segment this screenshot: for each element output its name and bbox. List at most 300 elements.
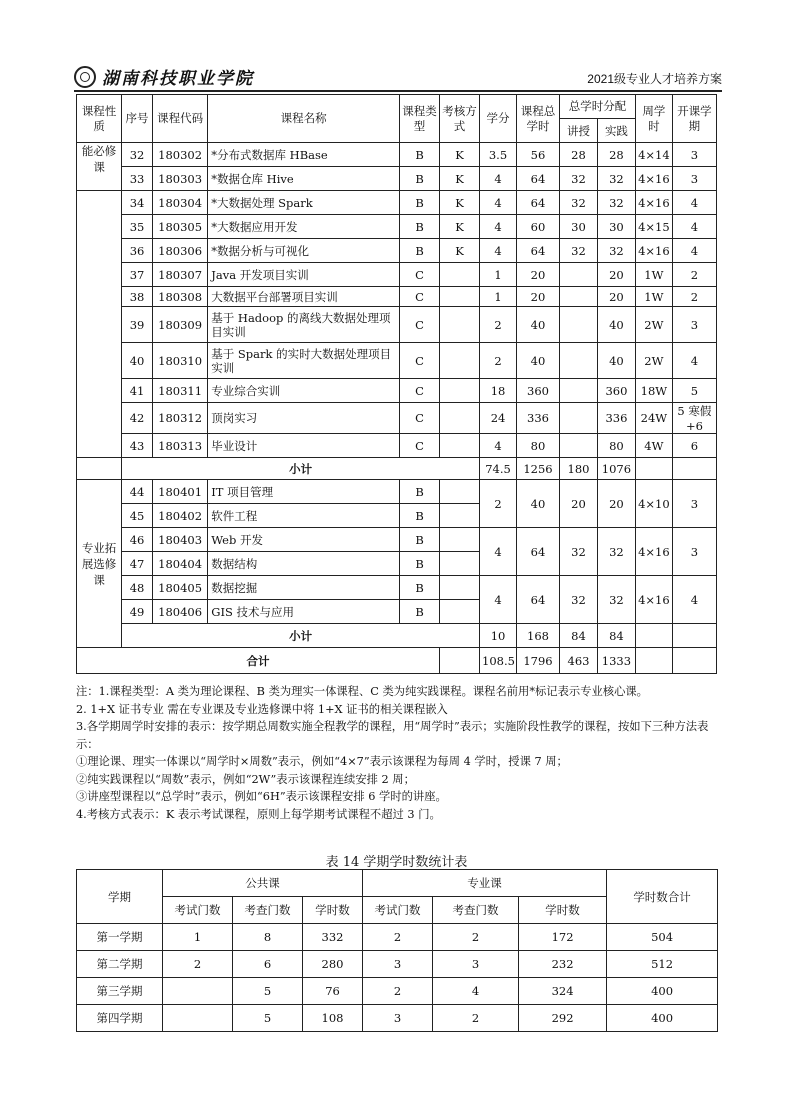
seq-cell: 47 [122,552,153,576]
course-name: 软件工程 [208,504,400,528]
weekly-cell: 4×16 [635,528,672,576]
practice-cell: 20 [597,287,635,307]
seq-cell: 32 [122,143,153,167]
weekly-cell: 1W [635,263,672,287]
weekly-cell: 4W [635,434,672,458]
page-header [74,64,722,90]
credits-cell: 4 [480,239,517,263]
lecture-cell: 84 [560,624,598,648]
t14-header-semester: 学期 [77,870,163,924]
t14-header-hours: 学时数 [303,897,363,924]
total-hours-cell: 1256 [516,458,559,480]
credits-cell: 10 [480,624,517,648]
seq-cell: 44 [122,480,153,504]
group-label-continued [77,458,122,480]
type-cell: C [400,287,440,307]
practice-cell: 30 [597,215,635,239]
course-name: 顶岗实习 [208,403,400,434]
total-hours-cell: 40 [516,480,559,528]
grand-total-label: 合计 [77,648,440,674]
school-name: 湖南科技职业学院 [102,69,254,89]
type-cell: C [400,379,440,403]
term-cell: 4 [672,576,716,624]
credits-cell: 4 [480,167,517,191]
code-cell: 180311 [152,379,207,403]
weekly-cell: 4×10 [635,480,672,528]
practice-cell: 336 [597,403,635,434]
total-cell: 400 [607,978,718,1005]
weekly-cell: 18W [635,379,672,403]
course-name: *数据仓库 Hive [208,167,400,191]
p-check-cell: 5 [233,1005,303,1032]
practice-cell: 20 [597,480,635,528]
lecture-cell: 463 [560,648,598,674]
header-lecture: 讲授 [560,119,598,143]
subtotal-row [77,624,717,648]
credits-cell: 4 [480,434,517,458]
table-row [77,978,718,1005]
lecture-cell [560,403,598,434]
header-name: 课程名称 [208,95,400,143]
exam-cell: K [440,191,480,215]
code-cell: 180306 [152,239,207,263]
term-cell: 6 [672,434,716,458]
p-check-cell: 5 [233,978,303,1005]
practice-cell: 84 [597,624,635,648]
type-cell: C [400,403,440,434]
course-name: 毕业设计 [208,434,400,458]
practice-cell: 20 [597,263,635,287]
exam-cell: K [440,239,480,263]
credits-cell: 2 [480,480,517,528]
term-cell: 4 [672,343,716,379]
exam-cell [440,600,480,624]
total-hours-cell: 60 [516,215,559,239]
group-label-continued [77,191,122,458]
header-credits: 学分 [480,95,517,143]
lecture-cell: 32 [560,528,598,576]
p-hours-cell: 108 [303,1005,363,1032]
weekly-cell: 4×14 [635,143,672,167]
weekly-cell: 4×16 [635,191,672,215]
type-cell: B [400,504,440,528]
lecture-cell [560,307,598,343]
type-cell: B [400,552,440,576]
header-divider [74,90,722,92]
table-row [77,480,717,504]
code-cell: 180307 [152,263,207,287]
exam-cell [440,403,480,434]
type-cell: B [400,480,440,504]
course-name: *分布式数据库 HBase [208,143,400,167]
exam-cell: K [440,143,480,167]
school-logo [74,64,254,89]
semester-cell: 第三学期 [77,978,163,1005]
table-row [77,191,717,215]
term-cell: 3 [672,528,716,576]
lecture-cell: 32 [560,239,598,263]
lecture-cell [560,287,598,307]
table-row [77,343,717,379]
exam-cell [440,287,480,307]
credits-cell: 1 [480,287,517,307]
header-total-hours: 课程总学时 [516,95,559,143]
lecture-cell: 32 [560,191,598,215]
lecture-cell: 32 [560,576,598,624]
table-row [77,379,717,403]
total-cell: 504 [607,924,718,951]
lecture-cell: 180 [560,458,598,480]
credits-cell: 2 [480,307,517,343]
p-check-cell: 6 [233,951,303,978]
p-exam-cell [163,1005,233,1032]
total-hours-cell: 64 [516,528,559,576]
code-cell: 180405 [152,576,207,600]
practice-cell: 32 [597,528,635,576]
type-cell: B [400,215,440,239]
plan-title: 2021级专业人才培养方案 [587,72,722,86]
type-cell: B [400,528,440,552]
m-hours-cell: 292 [519,1005,607,1032]
total-hours-cell: 64 [516,576,559,624]
p-exam-cell: 2 [163,951,233,978]
total-hours-cell: 20 [516,263,559,287]
exam-cell [440,307,480,343]
weekly-cell: 4×16 [635,167,672,191]
seq-cell: 48 [122,576,153,600]
practice-cell: 32 [597,239,635,263]
credits-cell: 24 [480,403,517,434]
lecture-cell [560,379,598,403]
course-name: 专业综合实训 [208,379,400,403]
table-row [77,143,717,167]
exam-cell [440,480,480,504]
weekly-cell: 24W [635,403,672,434]
seq-cell: 39 [122,307,153,343]
code-cell: 180308 [152,287,207,307]
m-exam-cell: 2 [363,978,433,1005]
p-hours-cell: 280 [303,951,363,978]
header-hours-dist: 总学时分配 [560,95,636,119]
type-cell: C [400,343,440,379]
course-name: 数据挖掘 [208,576,400,600]
type-cell: B [400,600,440,624]
practice-cell: 32 [597,191,635,215]
credits-cell: 18 [480,379,517,403]
term-cell: 5 寒假+6 [672,403,716,434]
table-row [77,434,717,458]
type-cell: B [400,143,440,167]
term-cell: 3 [672,307,716,343]
seq-cell: 35 [122,215,153,239]
seq-cell: 45 [122,504,153,528]
credits-cell: 2 [480,343,517,379]
total-hours-cell: 64 [516,167,559,191]
course-name: Web 开发 [208,528,400,552]
code-cell: 180406 [152,600,207,624]
exam-cell [440,576,480,600]
t14-header-check: 考查门数 [233,897,303,924]
header-code: 课程代码 [152,95,207,143]
m-hours-cell: 232 [519,951,607,978]
total-hours-cell: 1796 [516,648,559,674]
note-line: ①理论课、理实一体课以“周学时×周数”表示，例如“4×7”表示该课程为每周 4 学时，授课 7 周； [76,755,568,768]
total-cell: 400 [607,1005,718,1032]
credits-cell: 108.5 [480,648,517,674]
total-hours-cell: 64 [516,191,559,215]
term-cell: 2 [672,263,716,287]
semester-hours-table [76,869,718,1032]
exam-cell [440,504,480,528]
lecture-cell: 30 [560,215,598,239]
weekly-cell [635,458,672,480]
m-hours-cell: 324 [519,978,607,1005]
weekly-cell [635,624,672,648]
exam-cell: K [440,167,480,191]
total-hours-cell: 336 [516,403,559,434]
weekly-cell [635,648,672,674]
note-line: ③讲座型课程以“总学时”表示，例如“6H”表示该课程安排 6 学时的讲座。 [76,790,447,803]
m-check-cell: 2 [433,924,519,951]
type-cell: B [400,239,440,263]
code-cell: 180310 [152,343,207,379]
table-row [77,215,717,239]
code-cell: 180403 [152,528,207,552]
credits-cell: 74.5 [480,458,517,480]
p-exam-cell [163,978,233,1005]
group-label: 能必修课 [77,143,122,191]
semester-cell: 第二学期 [77,951,163,978]
t14-header-hours: 学时数 [519,897,607,924]
weekly-cell: 1W [635,287,672,307]
total-hours-cell: 40 [516,307,559,343]
subtotal-label: 小计 [122,458,480,480]
practice-cell: 28 [597,143,635,167]
t14-header-total: 学时数合计 [607,870,718,924]
lecture-cell: 32 [560,167,598,191]
practice-cell: 80 [597,434,635,458]
exam-cell [440,379,480,403]
term-cell: 3 [672,480,716,528]
m-check-cell: 4 [433,978,519,1005]
type-cell: B [400,167,440,191]
code-cell: 180312 [152,403,207,434]
total-hours-cell: 360 [516,379,559,403]
group-label: 专业拓展选修课 [77,480,122,648]
t14-header-major: 专业课 [363,870,607,897]
p-exam-cell: 1 [163,924,233,951]
total-cell: 512 [607,951,718,978]
header-nature: 课程性质 [77,95,122,143]
exam-cell: K [440,215,480,239]
practice-cell: 40 [597,343,635,379]
practice-cell: 32 [597,167,635,191]
course-name: 基于 Spark 的实时大数据处理项目实训 [208,343,400,379]
exam-cell [440,263,480,287]
seq-cell: 34 [122,191,153,215]
weekly-cell: 2W [635,307,672,343]
seq-cell: 46 [122,528,153,552]
code-cell: 180402 [152,504,207,528]
weekly-cell: 4×16 [635,576,672,624]
m-exam-cell: 2 [363,924,433,951]
header-weekly: 周学时 [635,95,672,143]
practice-cell: 1333 [597,648,635,674]
table-row [77,307,717,343]
weekly-cell: 2W [635,343,672,379]
term-cell: 3 [672,167,716,191]
credits-cell: 1 [480,263,517,287]
course-name: IT 项目管理 [208,480,400,504]
term-cell: 5 [672,379,716,403]
exam-cell [440,552,480,576]
seq-cell: 38 [122,287,153,307]
table-row [77,239,717,263]
course-name: GIS 技术与应用 [208,600,400,624]
exam-cell [440,343,480,379]
term-cell [672,624,716,648]
course-name: *大数据应用开发 [208,215,400,239]
seq-cell: 41 [122,379,153,403]
code-cell: 180302 [152,143,207,167]
code-cell: 180304 [152,191,207,215]
course-name: 数据结构 [208,552,400,576]
credits-cell: 3.5 [480,143,517,167]
practice-cell: 1076 [597,458,635,480]
subtotal-label: 小计 [122,624,480,648]
table-row [77,924,718,951]
exam-cell [440,528,480,552]
course-name: *大数据处理 Spark [208,191,400,215]
header-type: 课程类型 [400,95,440,143]
header-exam: 考核方式 [440,95,480,143]
table-row [77,263,717,287]
note-line: 3.各学期周学时安排的表示：按学期总周数实施全程教学的课程，用“周学时”表示；实施阶段性教学的课程，按如下三种方法表示： [76,720,709,751]
subtotal-row [77,458,717,480]
seq-cell: 40 [122,343,153,379]
p-check-cell: 8 [233,924,303,951]
type-cell: C [400,434,440,458]
seq-cell: 33 [122,167,153,191]
table-row [77,1005,718,1032]
table-row [77,167,717,191]
course-name: 大数据平台部署项目实训 [208,287,400,307]
exam-cell [440,434,480,458]
credits-cell: 4 [480,576,517,624]
course-name: Java 开发项目实训 [208,263,400,287]
type-cell: B [400,191,440,215]
t14-header-exam: 考试门数 [163,897,233,924]
note-line: 2. 1+X 证书专业 需在专业课及专业选修课中将 1+X 证书的相关课程嵌入 [76,702,448,716]
m-check-cell: 2 [433,1005,519,1032]
course-name: 基于 Hadoop 的离线大数据处理项目实训 [208,307,400,343]
note-line: ②纯实践课程以“周数”表示，例如“2W”表示该课程连续安排 2 周； [76,772,415,786]
seq-cell: 49 [122,600,153,624]
code-cell: 180401 [152,480,207,504]
term-cell: 4 [672,215,716,239]
total-hours-cell: 80 [516,434,559,458]
type-cell: C [400,263,440,287]
header-term: 开课学期 [672,95,716,143]
m-exam-cell: 3 [363,951,433,978]
type-cell: C [400,307,440,343]
code-cell: 180404 [152,552,207,576]
table14-title: 表 14 学期学时数统计表 [325,855,468,870]
total-hours-cell: 20 [516,287,559,307]
semester-cell: 第四学期 [77,1005,163,1032]
m-hours-cell: 172 [519,924,607,951]
total-hours-cell: 40 [516,343,559,379]
seq-cell: 37 [122,263,153,287]
practice-cell: 32 [597,576,635,624]
type-cell: B [400,576,440,600]
credits-cell: 4 [480,191,517,215]
term-cell: 3 [672,143,716,167]
practice-cell: 40 [597,307,635,343]
total-hours-cell: 168 [516,624,559,648]
grand-total-row [77,648,717,674]
semester-cell: 第一学期 [77,924,163,951]
seq-cell: 42 [122,403,153,434]
practice-cell: 360 [597,379,635,403]
t14-header-check: 考查门数 [433,897,519,924]
lecture-cell [560,343,598,379]
table-row [77,951,718,978]
table-row [77,528,717,552]
weekly-cell: 4×15 [635,215,672,239]
p-hours-cell: 76 [303,978,363,1005]
weekly-cell: 4×16 [635,239,672,263]
lecture-cell: 28 [560,143,598,167]
m-exam-cell: 3 [363,1005,433,1032]
p-hours-cell: 332 [303,924,363,951]
total-hours-cell: 56 [516,143,559,167]
term-cell [672,458,716,480]
course-name: *数据分析与可视化 [208,239,400,263]
m-check-cell: 3 [433,951,519,978]
seq-cell: 36 [122,239,153,263]
credits-cell: 4 [480,528,517,576]
note-line: 注：1.课程类型：A 类为理论课程、B 类为理实一体课程、C 类为纯实践课程。课程名前用*标记表示专业核心课。 [76,685,648,698]
seq-cell: 43 [122,434,153,458]
t14-header-exam: 考试门数 [363,897,433,924]
term-cell: 2 [672,287,716,307]
type-cell [440,648,480,674]
total-hours-cell: 64 [516,239,559,263]
notes [76,683,726,823]
header-seq: 序号 [122,95,153,143]
header-practice: 实践 [597,119,635,143]
table-row [77,287,717,307]
lecture-cell [560,263,598,287]
code-cell: 180313 [152,434,207,458]
lecture-cell [560,434,598,458]
code-cell: 180303 [152,167,207,191]
term-cell: 4 [672,191,716,215]
credits-cell: 4 [480,215,517,239]
school-seal-icon [74,66,96,88]
code-cell: 180305 [152,215,207,239]
t14-header-public: 公共课 [163,870,363,897]
table-row [77,403,717,434]
lecture-cell: 20 [560,480,598,528]
table-row [77,576,717,600]
course-table [76,94,717,674]
note-line: 4.考核方式表示：K 表示考试课程，原则上每学期考试课程不超过 3 门。 [76,807,441,821]
term-cell [672,648,716,674]
code-cell: 180309 [152,307,207,343]
term-cell: 4 [672,239,716,263]
